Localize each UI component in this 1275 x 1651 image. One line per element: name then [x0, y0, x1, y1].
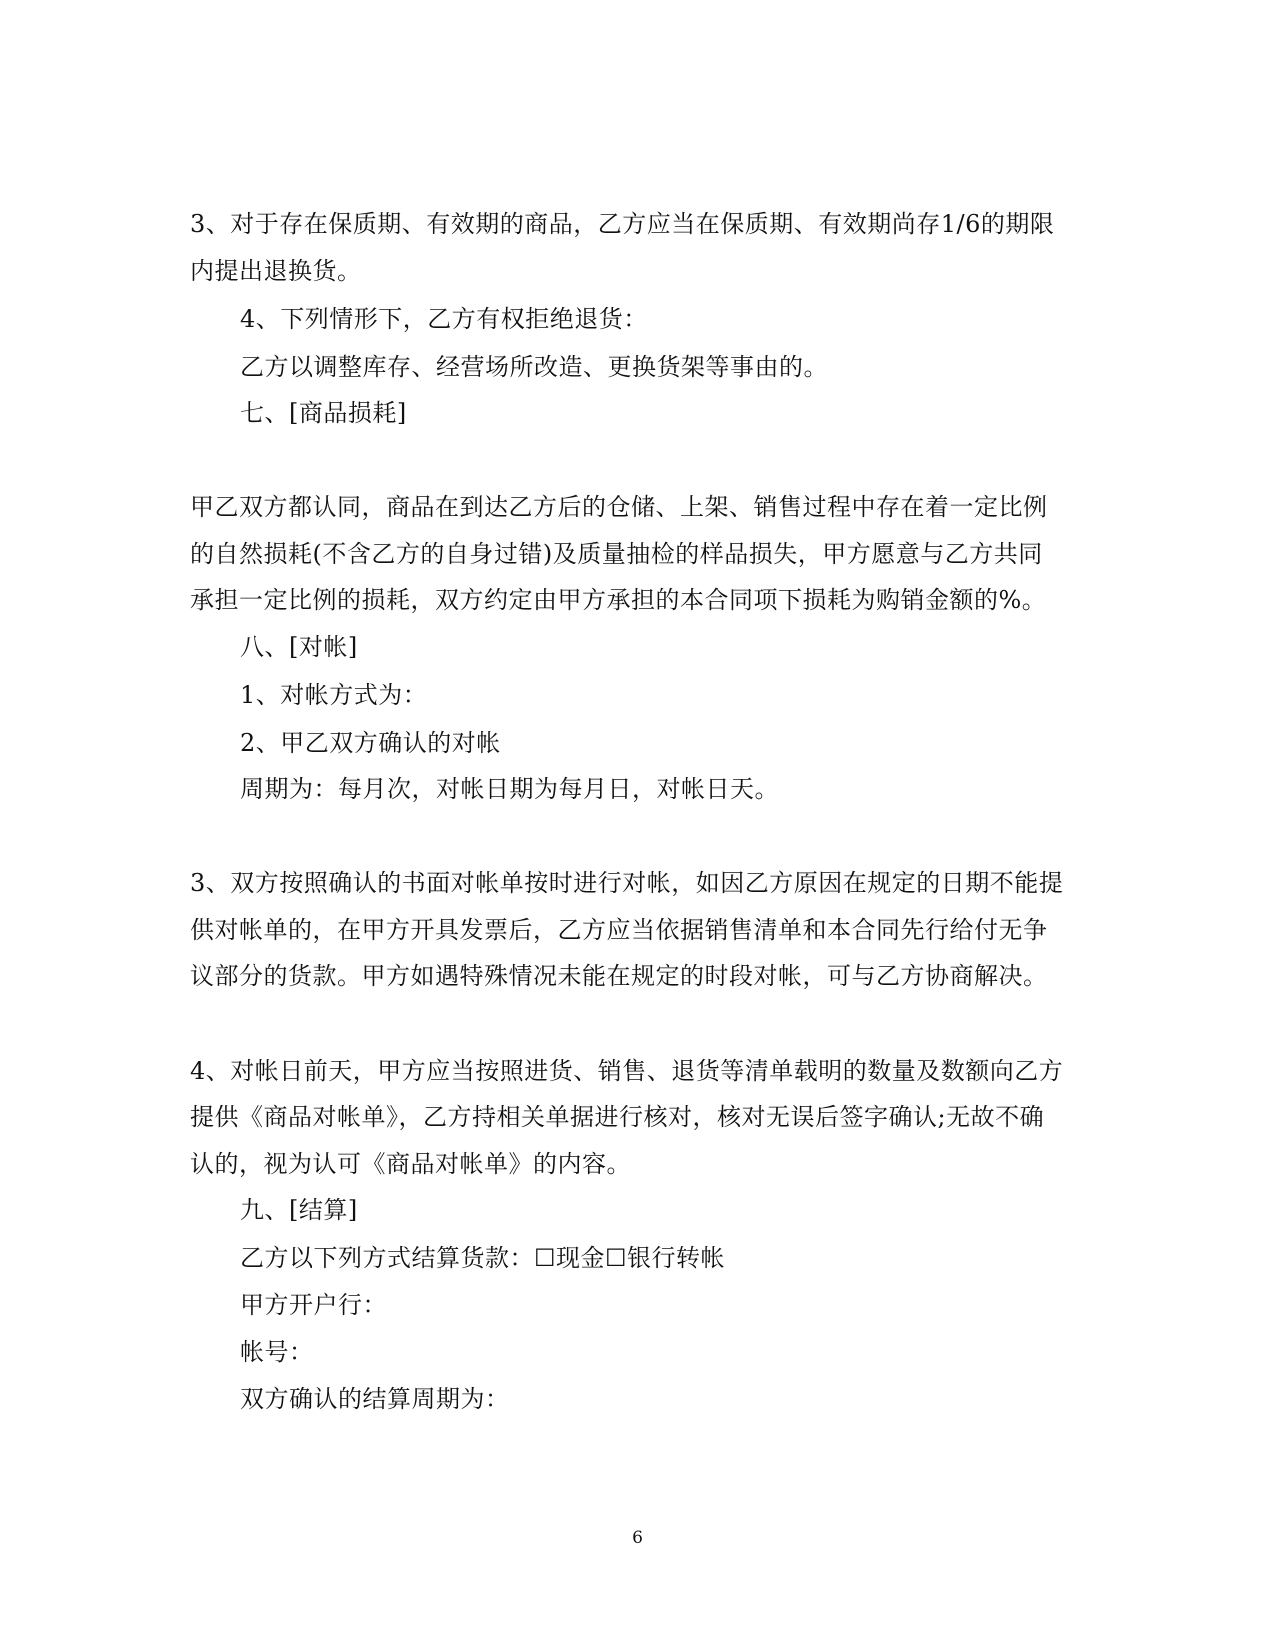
- text-line: 承担一定比例的损耗，双方约定由甲方承担的本合同项下损耗为购销金额的%。: [190, 586, 1047, 614]
- text-line: 甲方开户行：: [240, 1291, 387, 1319]
- text-line: 甲乙双方都认同，商品在到达乙方后的仓储、上架、销售过程中存在着一定比例: [190, 493, 1048, 521]
- text-line: 议部分的货款。甲方如遇特殊情况未能在规定的时段对帐，可与乙方协商解决。: [190, 962, 1048, 990]
- text-line: 4、下列情形下，乙方有权拒绝退货：: [240, 305, 648, 333]
- text-line: 4、对帐日前天，甲方应当按照进货、销售、退货等清单载明的数量及数额向乙方: [190, 1057, 1064, 1085]
- text-line: 内提出退换货。: [190, 257, 362, 285]
- text-line: 乙方以下列方式结算货款：☐现金☐银行转帐: [240, 1244, 726, 1272]
- section-heading: 八、[对帐]: [240, 633, 358, 661]
- section-heading: 九、[结算]: [240, 1196, 358, 1224]
- text-line: 供对帐单的，在甲方开具发票后，乙方应当依据销售清单和本合同先行给付无争: [190, 916, 1048, 944]
- text-line: 周期为：每月次，对帐日期为每月日，对帐日天。: [240, 775, 779, 803]
- text-line: 1、对帐方式为：: [240, 681, 428, 709]
- section-heading: 七、[商品损耗]: [240, 399, 407, 427]
- text-line: 双方确认的结算周期为：: [240, 1385, 510, 1413]
- text-line: 2、甲乙双方确认的对帐: [240, 729, 501, 757]
- text-line: 的自然损耗(不含乙方的自身过错)及质量抽检的样品损失，甲方愿意与乙方共同: [190, 540, 1043, 568]
- text-line: 3、双方按照确认的书面对帐单按时进行对帐，如因乙方原因在规定的日期不能提: [190, 869, 1064, 897]
- text-line: 3、对于存在保质期、有效期的商品，乙方应当在保质期、有效期尚存1/6的期限: [190, 210, 1055, 238]
- text-line: 帐号：: [240, 1338, 314, 1366]
- text-line: 乙方以调整库存、经营场所改造、更换货架等事由的。: [240, 353, 828, 381]
- text-line: 提供《商品对帐单》，乙方持相关单据进行核对，核对无误后签字确认;无故不确: [190, 1103, 1045, 1131]
- page-number: 6: [632, 1528, 643, 1548]
- text-line: 认的，视为认可《商品对帐单》的内容。: [190, 1150, 631, 1178]
